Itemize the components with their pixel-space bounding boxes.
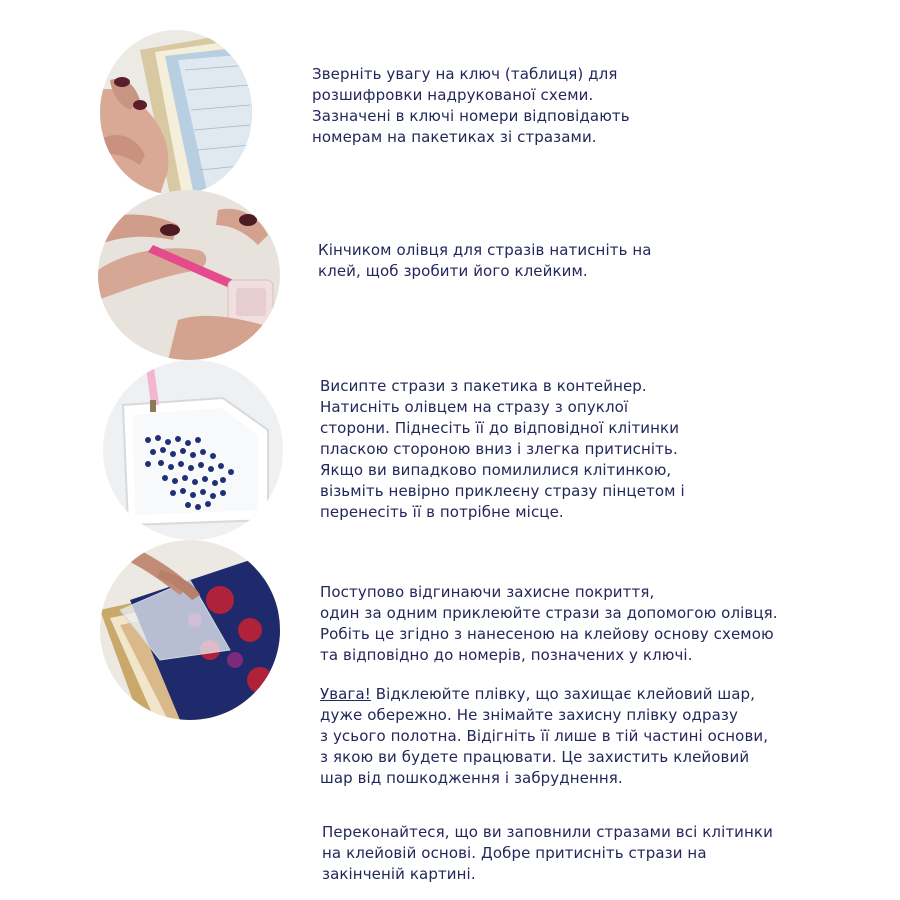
pen-pressing-glue-photo: [98, 190, 280, 360]
final-text: [322, 822, 773, 885]
step-3-line: перенесіть її в потрібне місце.: [320, 503, 564, 521]
warning-line: з усього полотна. Відігніть її лише в тій частині основи,: [320, 727, 769, 745]
peeling-protective-film-photo: [100, 540, 280, 720]
step-4-line: Робіть це згідно з нанесеною на клейову основу схемою: [320, 625, 774, 643]
warning-line: дуже обережно. Не знімайте захисну плівку одразу: [320, 706, 738, 724]
step-3-line: Висипте стрази з пакетика в контейнер.: [320, 377, 647, 395]
final-line: на клейовій основі. Добре притисніть стрази на: [322, 844, 707, 862]
step-3-line: Якщо ви випадково помилилися клітинкою,: [320, 461, 672, 479]
step-4-text: [320, 582, 778, 666]
warning-first-line: [320, 684, 768, 705]
warning-line: шар від пошкодження і забруднення.: [320, 769, 623, 787]
step-3-line: сторони. Піднесіть її до відповідної клітинки: [320, 419, 680, 437]
final-line: Переконайтеся, що ви заповнили стразами всі клітинки: [322, 823, 773, 841]
warning-line: з якою ви будете працювати. Це захистить клейовий: [320, 748, 750, 766]
step-3-text: [320, 376, 685, 523]
warning-first-line-rest: Відклеюйте плівку, що захищає клейовий шар,: [370, 685, 756, 703]
step-3-line: візьміть невірно приклеєну стразу пінцетом і: [320, 482, 685, 500]
step-1-text: [312, 64, 630, 148]
final-line: закінченій картині.: [322, 865, 476, 883]
step-1-line: номерам на пакетиках зі стразами.: [312, 128, 597, 146]
step-1-line: Зазначені в ключі номери відповідають: [312, 107, 630, 125]
step-3-line: Натисніть олівцем на стразу з опуклої: [320, 398, 629, 416]
step-2-line: клей, щоб зробити його клейким.: [318, 262, 588, 280]
step-4-line: Поступово відгинаючи захисне покриття,: [320, 583, 655, 601]
hand-holding-key-table-photo: [100, 30, 252, 195]
warning-label: Увага!: [320, 685, 371, 703]
step-4-line: та відповідно до номерів, позначених у ключі.: [320, 646, 693, 664]
warning-text: [320, 684, 768, 789]
step-2-line: Кінчиком олівця для стразів натисніть на: [318, 241, 652, 259]
step-1-line: Зверніть увагу на ключ (таблиця) для: [312, 65, 618, 83]
step-1-line: розшифровки надрукованої схеми.: [312, 86, 594, 104]
rhinestone-tray-photo: [103, 360, 283, 540]
step-3-line: пласкою стороною вниз і злегка притисніть.: [320, 440, 678, 458]
step-4-line: один за одним приклеюйте стрази за допомогою олівця.: [320, 604, 778, 622]
step-2-text: [318, 240, 652, 282]
